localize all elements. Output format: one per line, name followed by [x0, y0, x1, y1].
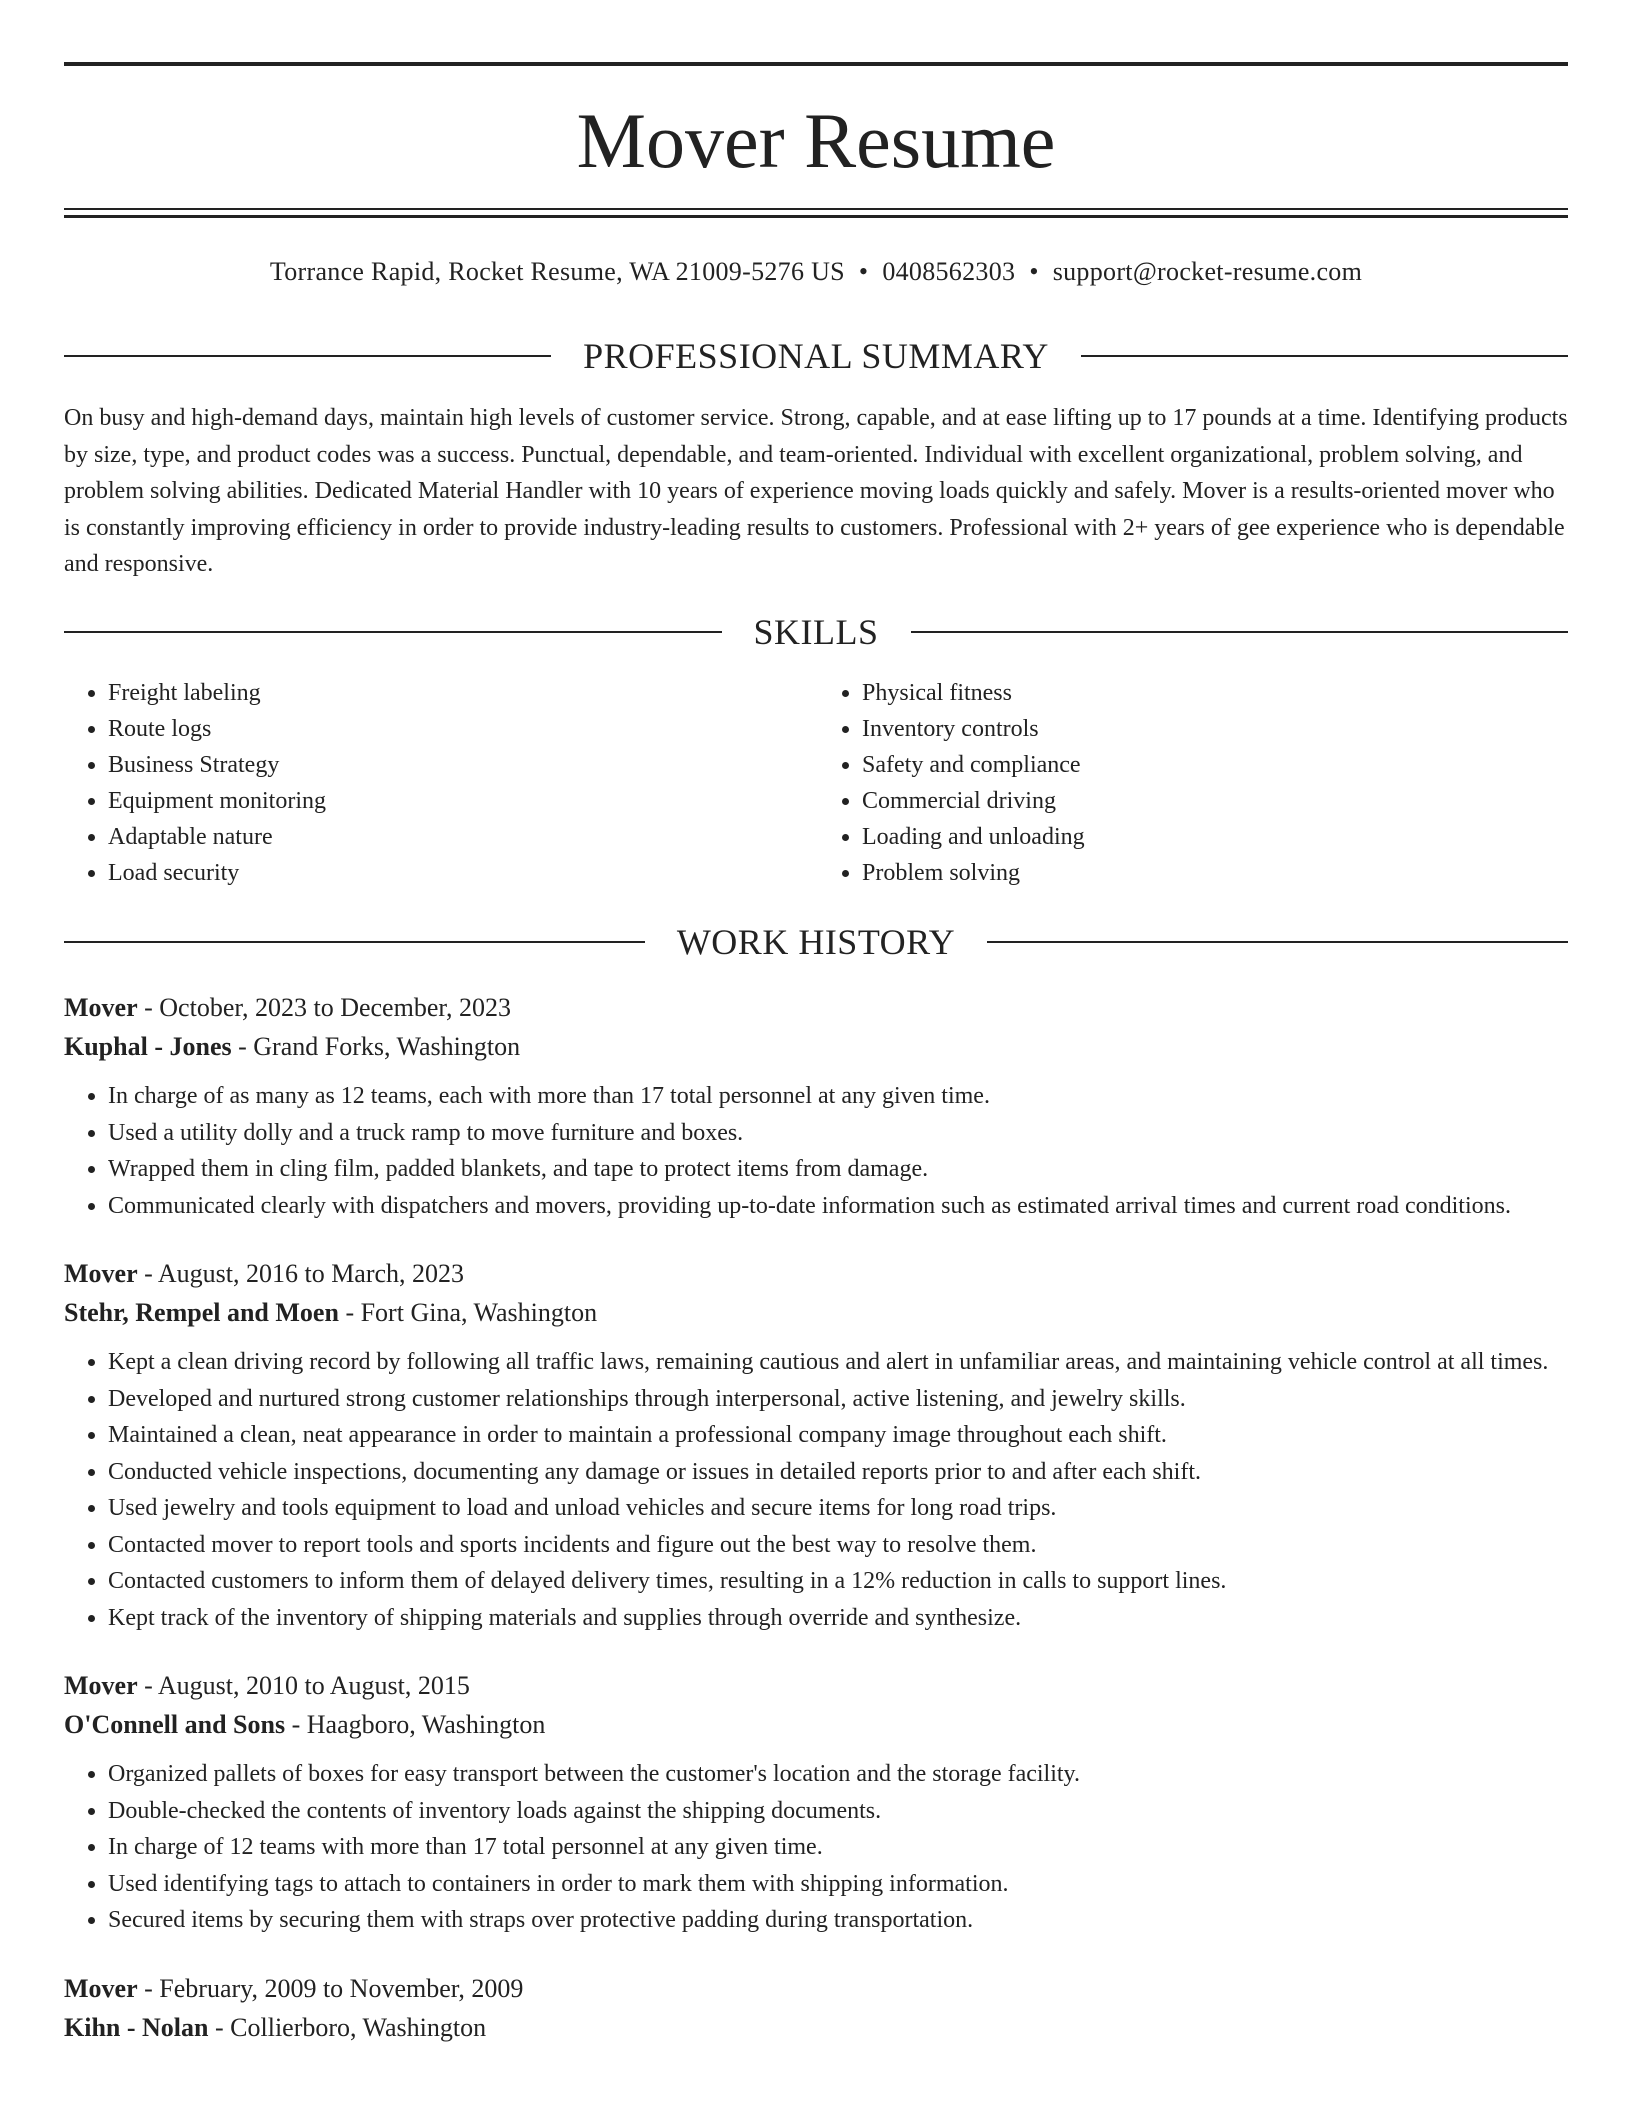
job-bullet: • Kept track of the inventory of shipping materials and supplies through override and synthesize.	[108, 1600, 1568, 1637]
job-title-line	[64, 1969, 1568, 2008]
page-title: Mover Resume	[576, 97, 1056, 184]
job-dates: - August, 2010 to August, 2015	[137, 1671, 470, 1700]
job-title-line	[64, 988, 1568, 1027]
heading-rule-left	[64, 941, 645, 943]
job-bullet: • In charge of 12 teams with more than 17 total personnel at any given time.	[108, 1829, 1568, 1866]
work-heading	[64, 920, 1568, 964]
job-title: Mover	[64, 1259, 138, 1288]
contact-address: Torrance Rapid, Rocket Resume, WA 21009-5276 US	[269, 257, 845, 286]
job-title: Mover	[64, 1671, 138, 1700]
job-bullet: • Secured items by securing them with straps over protective padding during transportation.	[108, 1902, 1568, 1939]
job-bullet: • Double-checked the contents of inventory loads against the shipping documents.	[108, 1793, 1568, 1830]
job-bullet: • Developed and nurtured strong customer relationships through interpersonal, active listening, and jewelry skills.	[108, 1381, 1568, 1418]
heading-rule-left	[64, 355, 551, 357]
skill-item: • Problem solving	[862, 855, 1568, 891]
job-bullet: • Wrapped them in cling film, padded blankets, and tape to protect items from damage.	[108, 1151, 1568, 1188]
skill-item: • Commercial driving	[862, 783, 1568, 819]
job-company: O'Connell and Sons	[64, 1710, 286, 1739]
job-entry	[64, 1969, 1568, 2047]
job-company: Kuphal - Jones	[64, 1032, 232, 1061]
job-bullet: • Contacted mover to report tools and sports incidents and figure out the best way to resolve them.	[108, 1527, 1568, 1564]
job-company-line	[64, 2008, 1568, 2047]
heading-rule-left	[64, 631, 722, 633]
title-rule-upper	[64, 208, 1568, 210]
summary-text: On busy and high-demand days, maintain high levels of customer service. Strong, capable, and at ease lifting up to 17 pounds at a time. Identifying products by size, type, and product codes was a success. Punctual, dependable, and team-oriented. Individual with excellent organizational, problem solving, and problem solving abilities. Dedicated Material Handler with 10 years of experience moving loads quickly and safely. Mover is a results-oriented mover who is constantly improving efficiency in order to provide industry-leading results to customers. Professional with 2+ years of gee experience who is dependable and responsive.	[64, 405, 1568, 577]
summary-heading-label: PROFESSIONAL SUMMARY	[583, 336, 1049, 376]
job-title: Mover	[64, 993, 138, 1022]
job-bullet: • Conducted vehicle inspections, documenting any damage or issues in detailed reports prior to and after each shift.	[108, 1454, 1568, 1491]
skill-item: • Adaptable nature	[108, 819, 814, 855]
skills-column-right	[814, 675, 1568, 891]
job-dates: - October, 2023 to December, 2023	[137, 993, 511, 1022]
job-company: Stehr, Rempel and Moen	[64, 1298, 339, 1327]
job-location: - Collierboro, Washington	[208, 2012, 487, 2042]
skill-item: • Route logs	[108, 711, 814, 747]
job-bullet: • In charge of as many as 12 teams, each with more than 17 total personnel at any given time.	[108, 1078, 1568, 1115]
job-company-line	[64, 1293, 1568, 1332]
job-location: - Haagboro, Washington	[285, 1710, 546, 1739]
job-location: - Grand Forks, Washington	[231, 1032, 521, 1061]
job-bullet: • Communicated clearly with dispatchers and movers, providing up-to-date information such as estimated arrival times and current road conditions.	[108, 1188, 1568, 1225]
job-dates: - August, 2016 to March, 2023	[137, 1259, 465, 1288]
job-bullet: • Used a utility dolly and a truck ramp to move furniture and boxes.	[108, 1115, 1568, 1152]
job-bullet: • Used identifying tags to attach to containers in order to mark them with shipping information.	[108, 1866, 1568, 1903]
job-bullets	[64, 1078, 1568, 1224]
job-company-line	[64, 1705, 1568, 1744]
skill-item: • Safety and compliance	[862, 747, 1568, 783]
contact-phone: 0408562303	[882, 257, 1016, 286]
top-rule	[64, 62, 1568, 66]
skill-item: • Equipment monitoring	[108, 783, 814, 819]
skill-item: • Business Strategy	[108, 747, 814, 783]
contact-email: support@rocket-resume.com	[1052, 257, 1363, 286]
skills-heading	[64, 610, 1568, 654]
contact-line	[64, 254, 1568, 290]
heading-rule-right	[1081, 355, 1568, 357]
skill-item: • Inventory controls	[862, 711, 1568, 747]
job-bullet: • Maintained a clean, neat appearance in order to maintain a professional company image throughout each shift.	[108, 1417, 1568, 1454]
job-entry	[64, 988, 1568, 1224]
job-title-line	[64, 1666, 1568, 1705]
contact-separator: •	[858, 257, 869, 286]
job-bullet: • Kept a clean driving record by following all traffic laws, remaining cautious and alert in unfamiliar areas, and maintaining vehicle control at all times.	[108, 1344, 1568, 1381]
job-company-line	[64, 1027, 1568, 1066]
job-bullet: • Organized pallets of boxes for easy transport between the customer's location and the storage facility.	[108, 1756, 1568, 1793]
skills-list	[64, 675, 1568, 891]
skills-column-left	[64, 675, 814, 891]
job-bullet: • Contacted customers to inform them of delayed delivery times, resulting in a 12% reduction in calls to support lines.	[108, 1563, 1568, 1600]
skill-item: • Load security	[108, 855, 814, 891]
job-bullet: • Used jewelry and tools equipment to load and unload vehicles and secure items for long road trips.	[108, 1490, 1568, 1527]
work-history	[64, 988, 1568, 2077]
job-bullets	[64, 1344, 1568, 1636]
job-dates: - February, 2009 to November, 2009	[137, 1973, 524, 2003]
heading-rule-right	[911, 631, 1569, 633]
job-title: Mover	[64, 1973, 138, 2003]
skill-item: • Freight labeling	[108, 675, 814, 711]
job-title-line	[64, 1254, 1568, 1293]
skills-heading-label: SKILLS	[753, 612, 879, 652]
contact-separator: •	[1029, 257, 1039, 286]
job-company: Kihn - Nolan	[64, 2012, 209, 2042]
skill-item: • Loading and unloading	[862, 819, 1568, 855]
job-bullets	[64, 1756, 1568, 1939]
summary-heading	[64, 334, 1568, 378]
skill-item: • Physical fitness	[862, 675, 1568, 711]
heading-rule-right	[987, 941, 1568, 943]
job-location: - Fort Gina, Washington	[338, 1298, 598, 1327]
title-rule-lower	[64, 215, 1568, 218]
work-heading-label: WORK HISTORY	[676, 922, 956, 962]
job-entry	[64, 1254, 1568, 1636]
job-entry	[64, 1666, 1568, 1939]
